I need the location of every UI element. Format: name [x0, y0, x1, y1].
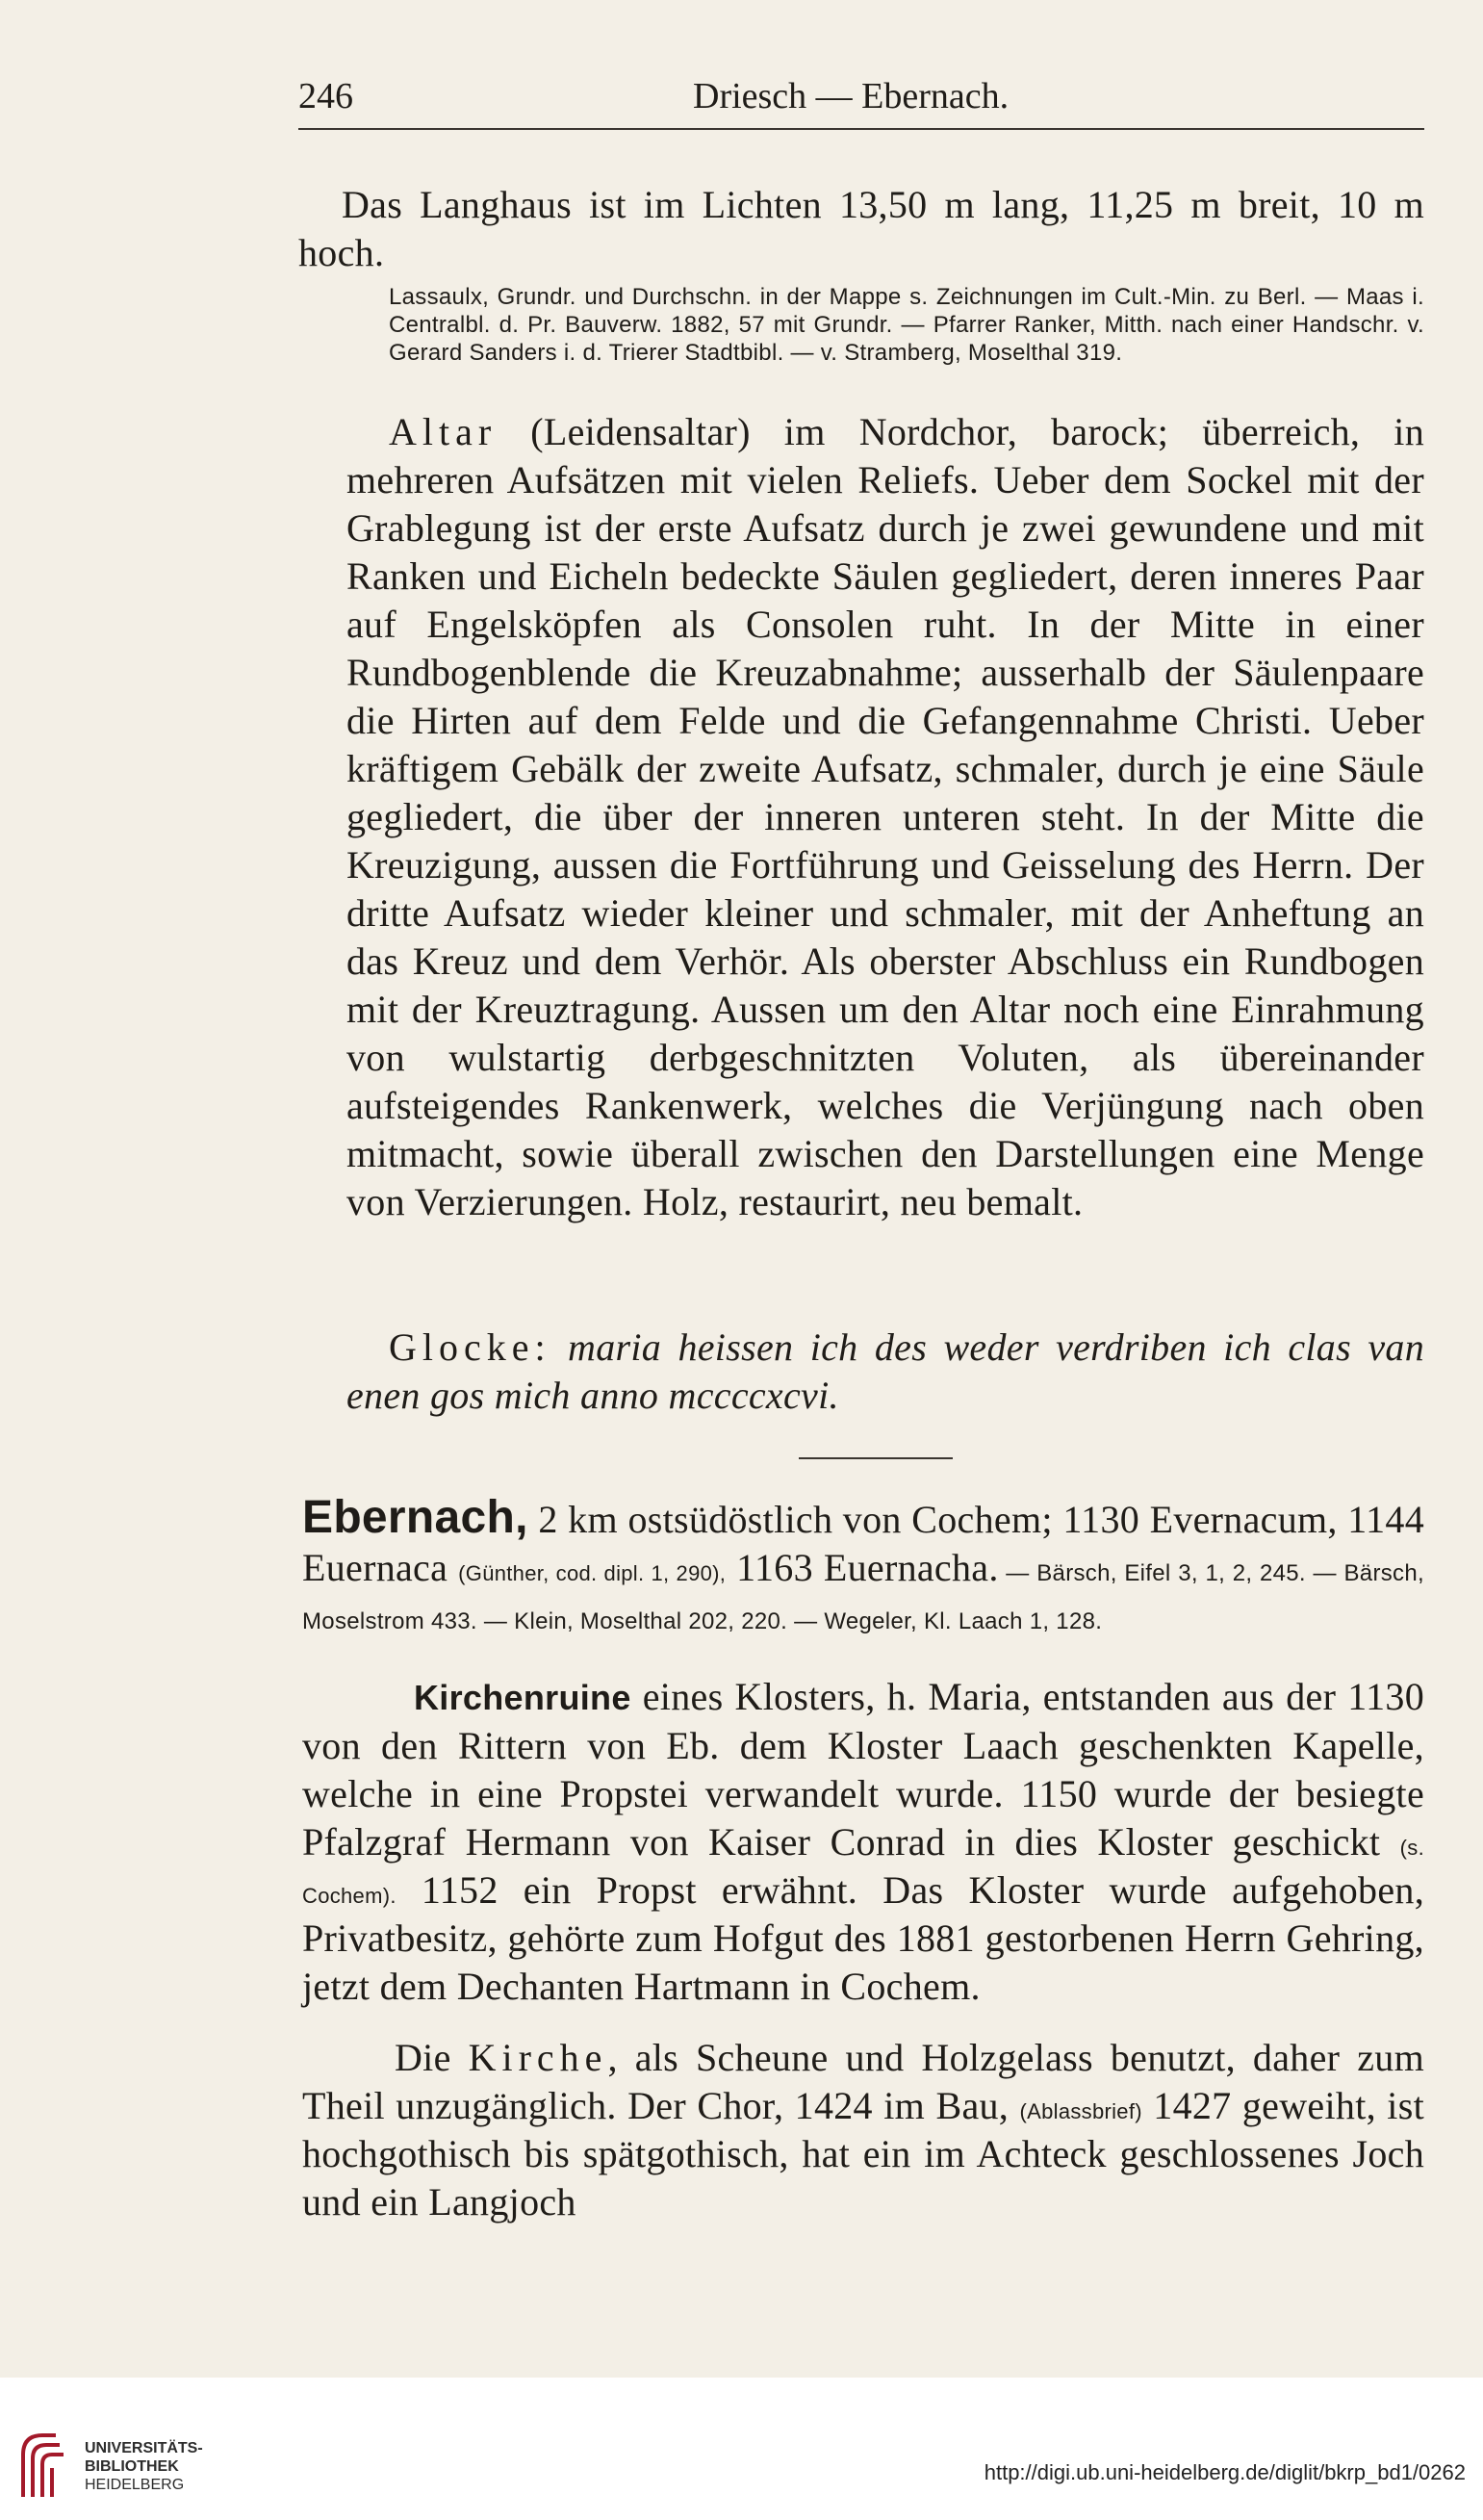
- altar-text: (Leidensaltar) im Nordchor, barock; überreich, in mehreren Aufsätzen mit vielen Reliefs. Ueber dem Sockel mit der Grablegung ist der erste Aufsatz durch je zwei gewundene und mit Ranken und Eicheln bedeckte Säulen gegliedert, deren inneres Paar auf Engelsköpfen als Consolen ruht. In der Mitte in einer Rundbogenblende die Kreuzabnahme; ausserhalb der Säulenpaare die Hirten auf dem Felde und die Gefangennahme Christi. Ueber kräftigem Gebälk der zweite Aufsatz, schmaler, durch je eine Säule gegliedert, die über der inneren unteren steht. In der Mitte die Kreuzigung, aussen die Fortführung und Geisselung des Herrn. Der dritte Aufsatz wieder kleiner und schmaler, mit der Anheftung an das Kreuz und dem Verhör. Als oberster Abschluss ein Rundbogen mit der Kreuztragung. Aussen um den Altar noch eine Einrahmung von wulstartig derbgeschnitzten Voluten, als übereinander aufsteigendes Rankenwerk, welches die Verjüngung nach oben mitmacht, sowie überall zwischen den Darstellungen eine Menge von Verzierungen. Holz, restaurirt, neu bemalt.: [346, 410, 1424, 1223]
- place-heading: Ebernach,: [302, 1492, 528, 1543]
- bell-label: Glocke:: [389, 1325, 551, 1369]
- kirchenruine-paragraph: [302, 1673, 1424, 2011]
- university-library-logo: [17, 2426, 75, 2503]
- source-url-link[interactable]: http://digi.ub.uni-heidelberg.de/diglit/bkrp_bd1/0262: [984, 2460, 1466, 2484]
- kirchenruine-label: Kirchenruine: [414, 1678, 631, 1717]
- page-number: 246: [298, 76, 353, 116]
- bell-inscription: maria heissen ich des weder verdriben ich clas van enen gos mich anno mccccxcvi.: [346, 1325, 1424, 1417]
- kirchenruine-text-a: eines Klosters, h. Maria, entstanden aus der 1130 von den Rittern von Eb. dem Kloster Laach geschenkten Kapelle, welche in eine Propstei verwandelt wurde. 1150 wurde der besiegte Pfalzgraf Hermann von Kaiser Conrad in dies Kloster geschickt: [302, 1675, 1424, 1864]
- bell-paragraph: [346, 1324, 1424, 1420]
- langhaus-dimensions: Das Langhaus ist im Lichten 13,50 m lang, 11,25 m breit, 10 m hoch.: [298, 183, 1424, 274]
- library-name: UNIVERSITÄTS- BIBLIOTHEK HEIDELBERG: [85, 2440, 203, 2493]
- kirche-paragraph: [302, 2034, 1424, 2226]
- kirche-text-b: 1427 geweiht, ist hochgothisch bis spätgothisch, hat ein im Achteck geschlossenes Joch und ein Langjoch: [302, 2084, 1424, 2224]
- kirche-note: (Ablassbrief): [1019, 2099, 1142, 2123]
- viewer-footer: [0, 2378, 1483, 2520]
- kirche-pre: Die: [395, 2036, 469, 2079]
- running-title: Driesch — Ebernach.: [693, 76, 1010, 116]
- ebernach-intro-b: 1163 Euernacha.: [726, 1546, 999, 1589]
- ebernach-entry: [302, 1494, 1424, 1640]
- kirche-label: Kirche: [468, 2036, 608, 2079]
- header-rule: [298, 128, 1424, 130]
- references-paragraph-1: Lassaulx, Grundr. und Durchschn. in der Mappe s. Zeichnungen im Cult.-Min. zu Berl. — Maas i. Centralbl. d. Pr. Bauverw. 1882, 57 mit Grundr. — Pfarrer Ranker, Mitth. nach einer Handschr. v. Gerard Sanders i. d. Trierer Stadtbibl. — v. Stramberg, Moselthal 319.: [389, 284, 1424, 366]
- altar-label: Altar: [389, 410, 498, 453]
- altar-paragraph: [346, 408, 1424, 1226]
- ebernach-intro-note: (Günther, cod. dipl. 1, 290),: [458, 1561, 727, 1585]
- section-separator: [799, 1457, 953, 1459]
- references-paragraph-2: — Bärsch, Eifel 3, 1, 2, 245. — Bärsch, Moselstrom 433. — Klein, Moselthal 202, 220. — Wegeler, Kl. Laach 1, 128.: [302, 1560, 1424, 1634]
- kirchenruine-note: (s. Cochem).: [302, 1836, 1424, 1908]
- kirche-text-a: , als Scheune und Holzgelass benutzt, daher zum Theil unzugänglich. Der Chor, 1424 im Bau,: [302, 2036, 1424, 2127]
- kirchenruine-text-b: 1152 ein Propst erwähnt. Das Kloster wurde aufgehoben, Privatbesitz, gehörte zum Hofgut des 1881 gestorbenen Herrn Gehring, jetzt dem Dechanten Hartmann in Cochem.: [302, 1868, 1424, 2008]
- running-header: [298, 75, 1424, 133]
- ebernach-intro-a: 2 km ostsüdöstlich von Cochem; 1130 Evernacum, 1144 Euernaca: [302, 1498, 1424, 1589]
